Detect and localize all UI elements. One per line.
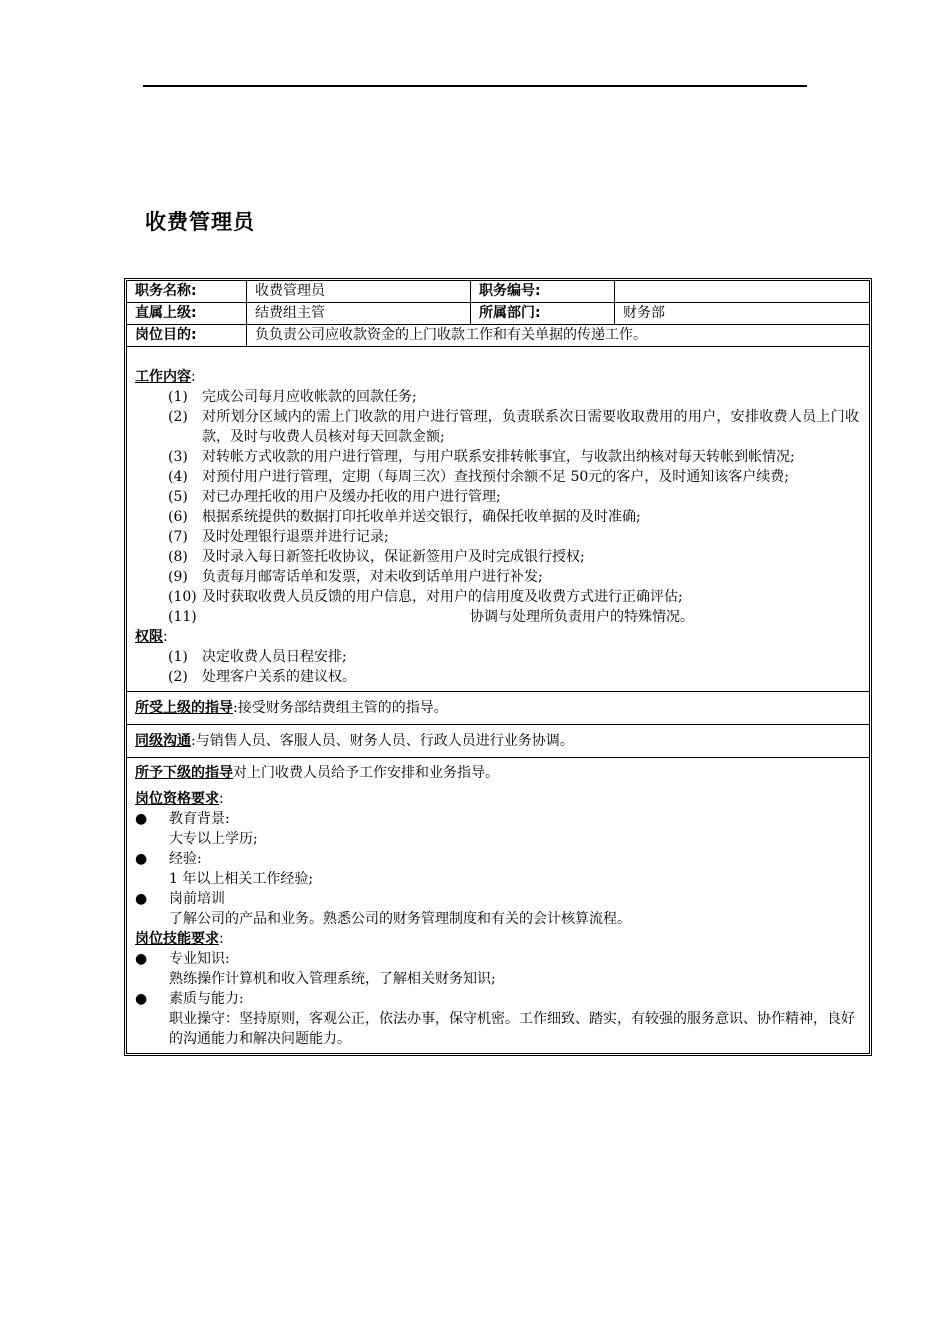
qualification-item-label: 岗前培训: [169, 891, 225, 907]
guidance-given-text: 对上门收费人员给予工作安排和业务指导。: [233, 765, 499, 781]
work-item: [135, 587, 861, 607]
work-content-section: [127, 347, 869, 691]
work-item-number: (4): [168, 469, 188, 485]
work-item-number: (5): [168, 489, 188, 505]
guidance-given-line: [135, 763, 861, 783]
row-superior: [127, 303, 869, 325]
job-no-value: [615, 281, 869, 302]
qualification-heading-line: [135, 789, 861, 809]
row-purpose: [127, 325, 869, 347]
skills-item: [135, 989, 861, 1009]
qualification-item-label: 教育背景:: [169, 811, 230, 827]
work-item-text: 负责每月邮寄话单和发票，对未收到话单用户进行补发;: [202, 569, 543, 585]
qualification-item-detail: 大专以上学历;: [169, 831, 258, 847]
job-name-label: 职务名称:: [127, 281, 247, 302]
work-content-heading: 工作内容: [135, 369, 191, 385]
skills-item-detail: 熟练操作计算机和收入管理系统，了解相关财务知识;: [169, 971, 496, 987]
bullet-icon: ●: [135, 991, 148, 1007]
work-item-text: 及时录入每日新签托收协议，保证新签用户及时完成银行授权;: [202, 549, 585, 565]
qualification-item-label: 经验:: [169, 851, 202, 867]
skills-item: [135, 949, 861, 969]
work-item-text: 及时处理银行退票并进行记录;: [202, 529, 389, 545]
peer-communication-heading: 同级沟通: [135, 733, 191, 749]
row-peer-communication: [127, 725, 869, 758]
bullet-icon: ●: [135, 811, 148, 827]
authority-item: [135, 667, 861, 687]
work-item: [135, 487, 861, 507]
superior-label: 直属上级:: [127, 303, 247, 324]
work-item: [135, 547, 861, 567]
work-content-list: [135, 387, 861, 607]
qualification-item-detail: 了解公司的产品和业务。熟悉公司的财务管理制度和有关的会计核算流程。: [169, 911, 631, 927]
peer-communication-text: :与销售人员、客服人员、财务人员、行政人员进行业务协调。: [191, 733, 574, 749]
qualification-item: [135, 809, 861, 829]
work-item-number: (8): [168, 549, 188, 565]
peer-communication-section: [127, 725, 869, 757]
work-item-number: (2): [168, 409, 188, 425]
work-item-text: 对预付用户进行管理，定期（每周三次）查找预付余额不足 50元的客户，及时通知该客户续费;: [202, 469, 789, 485]
work-item-number: (3): [168, 449, 188, 465]
qualification-heading: 岗位资格要求: [135, 791, 219, 807]
guidance-given-heading: 所予下级的指导: [135, 765, 233, 781]
bullet-icon: ●: [135, 891, 148, 907]
guidance-received-text: :接受财务部结费组主管的的指导。: [233, 700, 448, 716]
skills-heading-line: [135, 929, 861, 949]
authority-item: [135, 647, 861, 667]
purpose-value: 负负责公司应收款资金的上门收款工作和有关单据的传递工作。: [255, 327, 647, 343]
qualification-item: [135, 889, 861, 909]
work-item-text: 对转帐方式收款的用户进行管理，与用户联系安排转帐事宜，与收款出纳核对每天转帐到帐情况;: [202, 449, 795, 465]
dept-value: 财务部: [623, 305, 665, 321]
bullet-icon: ●: [135, 951, 148, 967]
work-item: [135, 567, 861, 587]
row-requirements: [127, 758, 869, 1053]
work-item: [135, 527, 861, 547]
authority-item-number: (2): [168, 669, 188, 685]
authority-item-text: 决定收费人员日程安排;: [202, 649, 347, 665]
work-item-text: 对已办理托收的用户及缓办托收的用户进行管理;: [202, 489, 501, 505]
authority-item-text: 处理客户关系的建议权。: [202, 669, 356, 685]
qualification-item: [135, 849, 861, 869]
work-item-number: (10): [168, 589, 197, 605]
skills-item-label: 素质与能力:: [169, 991, 244, 1007]
qualification-colon: :: [219, 791, 224, 807]
qualification-list: [135, 809, 861, 929]
authority-heading: 权限: [135, 629, 163, 645]
work-content-colon: :: [191, 369, 196, 385]
dept-label: 所属部门:: [471, 303, 615, 324]
work-item-text: 完成公司每月应收帐款的回款任务;: [202, 389, 417, 405]
top-divider-line: [143, 85, 807, 87]
work-item-11-number: (11): [168, 609, 197, 625]
work-item-text: 根据系统提供的数据打印托收单并送交银行，确保托收单据的及时准确;: [202, 509, 641, 525]
requirements-section: [127, 758, 869, 1053]
work-item: [135, 447, 861, 467]
authority-list: [135, 647, 861, 687]
purpose-label: 岗位目的:: [127, 325, 247, 346]
document-title: 收费管理员: [145, 210, 255, 234]
skills-colon: :: [219, 931, 224, 947]
work-item: [135, 467, 861, 487]
work-item: [135, 407, 861, 447]
qualification-item-detail: 1 年以上相关工作经验;: [169, 871, 314, 887]
work-item-text: 及时获取收费人员反馈的用户信息，对用户的信用度及收费方式进行正确评估;: [202, 589, 683, 605]
superior-value: 结费组主管: [247, 303, 471, 324]
bullet-icon: ●: [135, 851, 148, 867]
authority-heading-line: [135, 627, 861, 647]
job-description-form: [124, 278, 872, 1056]
guidance-received-section: [127, 692, 869, 724]
job-name-value: 收费管理员: [247, 281, 471, 302]
work-item-text: 对所划分区域内的需上门收款的用户进行管理，负责联系次日需要收取费用的用户，安排收费人员上门收款，及时与收费人员核对每天回款金额;: [202, 409, 859, 445]
work-item-11: [135, 607, 861, 627]
skills-list: [135, 949, 861, 1049]
work-item-number: (9): [168, 569, 188, 585]
authority-item-number: (1): [168, 649, 188, 665]
row-job-name: [127, 281, 869, 303]
work-item-number: (6): [168, 509, 188, 525]
skills-item-label: 专业知识:: [169, 951, 230, 967]
work-item: [135, 387, 861, 407]
job-no-label: 职务编号:: [471, 281, 615, 302]
skills-heading: 岗位技能要求: [135, 931, 219, 947]
work-item: [135, 507, 861, 527]
work-item-11-text: 协调与处理所负责用户的特殊情况。: [470, 609, 694, 625]
work-item-number: (1): [168, 389, 188, 405]
work-item-number: (7): [168, 529, 188, 545]
work-content-heading-line: [135, 367, 861, 387]
row-guidance-received: [127, 692, 869, 725]
skills-item-detail: 职业操守：坚持原则，客观公正，依法办事，保守机密。工作细致、踏实，有较强的服务意识、协作精神，良好的沟通能力和解决问题能力。: [169, 1011, 855, 1047]
guidance-received-heading: 所受上级的指导: [135, 700, 233, 716]
row-work-content: [127, 347, 869, 692]
authority-colon: :: [163, 629, 168, 645]
